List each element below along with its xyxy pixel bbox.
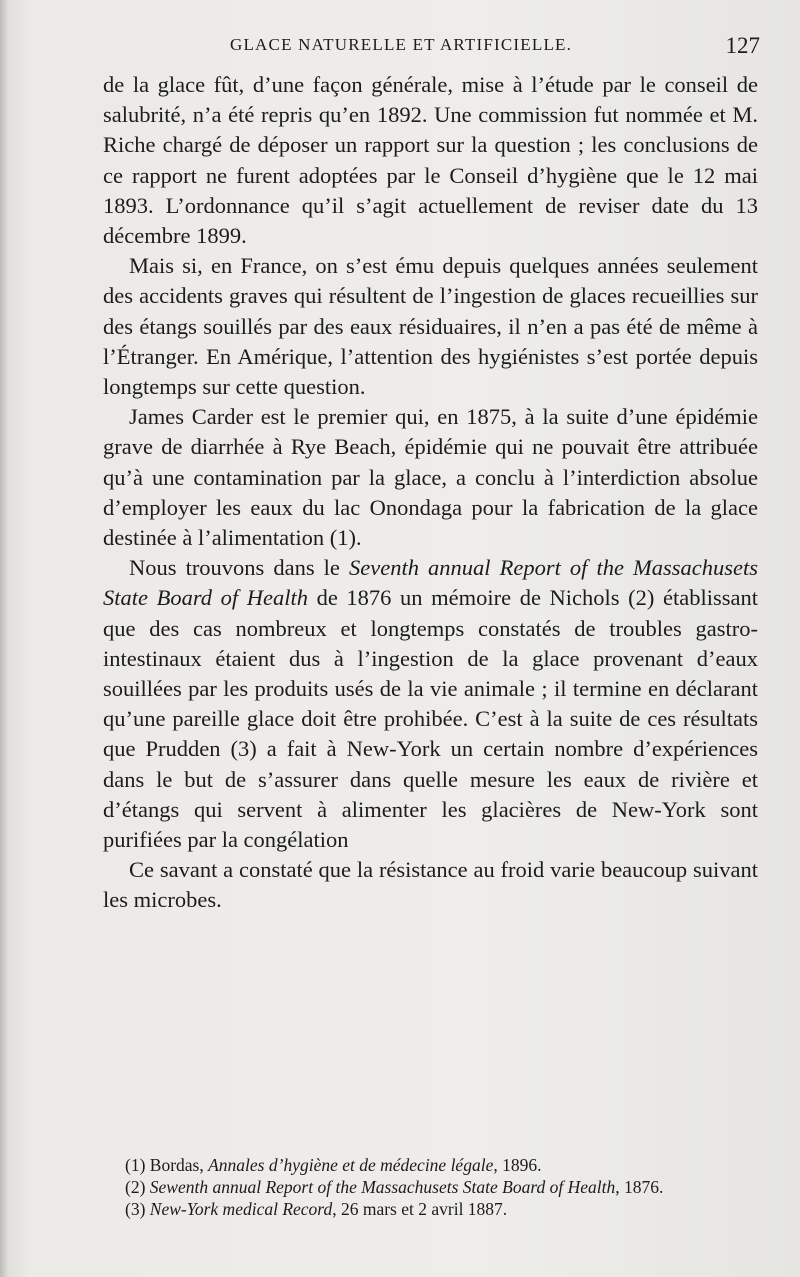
page-number: 127 — [725, 33, 760, 58]
running-title: GLACE NATURELLE ET ARTIFICIELLE. — [230, 35, 573, 54]
footnote — [103, 1177, 760, 1197]
footnote-text: , 26 mars et 2 avril 1887. — [332, 1199, 508, 1219]
footnote-marker-text: (2) — [125, 1177, 150, 1197]
footnote-text: , 1896. — [493, 1155, 542, 1175]
footnote-text: , 1876. — [615, 1177, 664, 1197]
footnote — [103, 1155, 760, 1175]
paragraph — [103, 251, 758, 402]
text-segment: Nous trouvons dans le — [129, 555, 349, 581]
text-segment: James Carder est le premier qui, en 1875, à la suite d’une épidémie grave de diarrhée à Rye Beach, épidémie qui ne pouvait être attribuée qu’à une contamination par la glace, a conclu à l’interdiction absolue d’employer les eaux du lac Onondaga pour la fabrication de la glace destinée à l’alimentation (1). — [103, 404, 758, 551]
footnote — [103, 1199, 760, 1219]
paragraph — [103, 553, 758, 855]
footnotes — [103, 1155, 760, 1221]
italic-title: Seventh annual Report of the Massachusets State Board of Health — [103, 555, 758, 611]
footnote-marker-text: (3) — [125, 1199, 150, 1219]
footnote-italic: Annales d’hygiène et de médecine légale — [208, 1155, 494, 1175]
page-header — [100, 33, 760, 61]
text-segment: Mais si, en France, on s’est ému depuis quelques années seulement des accidents graves qui résultent de l’ingestion de glaces recueillies sur des étangs souillés par des eaux résiduaires, il n’en a pas été de même à l’Étranger. En Amérique, l’attention des hygiénistes s’est portée depuis longtemps sur cette question. — [103, 253, 758, 400]
footnote-marker-text: (1) Bordas, — [125, 1155, 209, 1175]
binding-shadow — [0, 0, 8, 1277]
footnote-italic: New-York medical Record — [149, 1199, 333, 1219]
footnote-italic: Sewenth annual Report of the Massachusets State Board of Health — [149, 1177, 616, 1197]
paragraph — [103, 70, 758, 251]
text-segment: de 1876 un mémoire de Nichols (2) établissant que des cas nombreux et longtemps constatés de troubles gastro-intestinaux étaient dus à l’ingestion de la glace provenant d’eaux souillées par les produits usés de la vie animale ; il termine en déclarant qu’une pareille glace doit être prohibée. C’est à la suite de ces résultats que Prudden (3) a fait à New-York un certain nombre d’expériences dans le but de s’assurer dans quelle mesure les eaux de rivière et d’étangs qui servent à alimenter les glacières de New-York sont purifiées par la congélation — [103, 585, 758, 853]
paragraph — [103, 855, 758, 915]
text-segment: Ce savant a constaté que la résistance au froid varie beaucoup suivant les microbes. — [103, 857, 758, 913]
body-text — [103, 70, 758, 916]
text-segment: de la glace fût, d’une façon générale, mise à l’étude par le conseil de salubrité, n’a été repris qu’en 1892. Une commission fut nommée et M. Riche chargé de déposer un rapport sur la question ; les conclusions de ce rapport ne furent adoptées par le Conseil d’hygiène que le 12 mai 1893. L’ordonnance qu’il s’agit actuellement de reviser date du 13 décembre 1899. — [103, 72, 758, 249]
paragraph — [103, 402, 758, 553]
